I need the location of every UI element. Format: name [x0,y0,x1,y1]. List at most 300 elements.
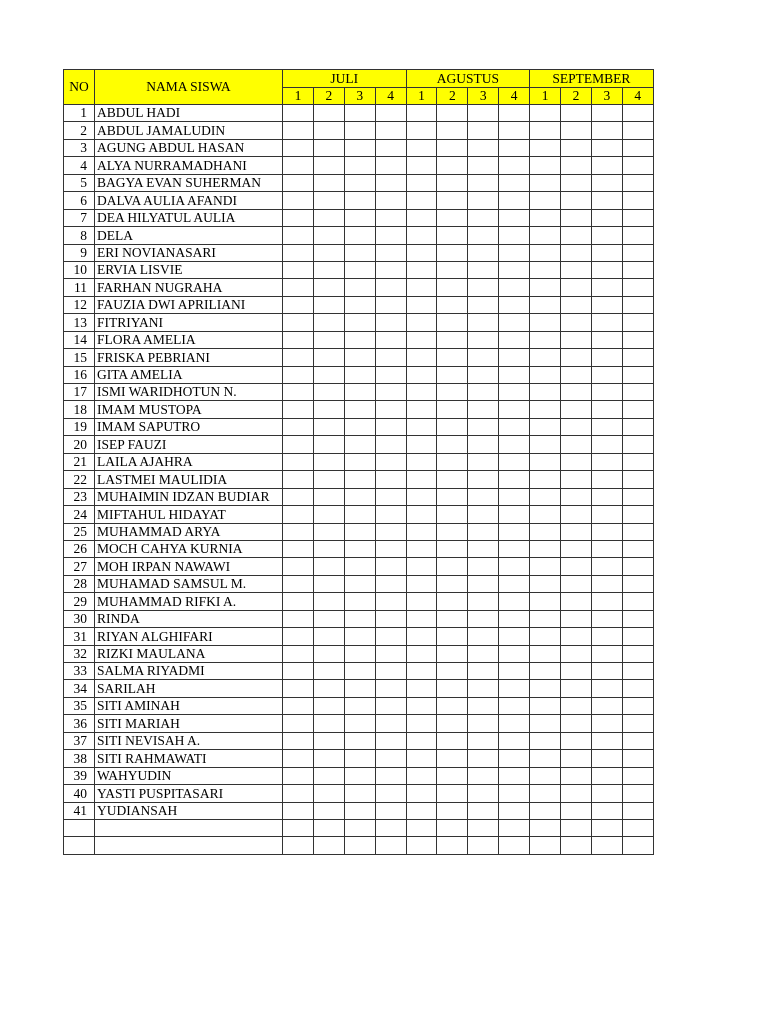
attendance-cell [561,785,592,802]
attendance-cell [468,732,499,749]
attendance-cell [561,401,592,418]
attendance-cell [313,366,344,383]
attendance-cell [375,523,406,540]
attendance-cell [468,523,499,540]
attendance-cell [499,628,530,645]
attendance-cell [283,610,314,627]
attendance-cell [530,384,561,401]
attendance-cell [622,558,653,575]
attendance-cell [591,593,622,610]
attendance-cell [406,244,437,261]
student-number: 39 [64,767,95,784]
attendance-cell [530,209,561,226]
attendance-cell [561,279,592,296]
attendance-cell [406,349,437,366]
attendance-cell [530,715,561,732]
attendance-cell [591,767,622,784]
attendance-cell [622,837,653,854]
attendance-cell [437,296,468,313]
attendance-cell [468,750,499,767]
table-row [64,192,654,209]
attendance-cell [344,122,375,139]
attendance-cell [499,105,530,122]
attendance-cell [468,157,499,174]
attendance-cell [375,261,406,278]
student-name: LAILA AJAHRA [95,453,283,470]
attendance-cell [313,645,344,662]
attendance-cell [591,314,622,331]
student-name: BAGYA EVAN SUHERMAN [95,174,283,191]
header-week: 4 [375,88,406,105]
attendance-cell [561,610,592,627]
attendance-cell [591,680,622,697]
attendance-cell [406,453,437,470]
attendance-cell [591,663,622,680]
table-row [64,436,654,453]
attendance-cell [561,174,592,191]
attendance-cell [375,227,406,244]
attendance-cell [437,575,468,592]
table-row [64,645,654,662]
attendance-cell [622,384,653,401]
attendance-cell [283,680,314,697]
attendance-cell [468,453,499,470]
attendance-cell [468,767,499,784]
attendance-cell [344,192,375,209]
attendance-cell [530,802,561,819]
attendance-cell [530,645,561,662]
table-row [64,384,654,401]
student-name: WAHYUDIN [95,767,283,784]
attendance-cell [499,366,530,383]
attendance-cell [406,209,437,226]
attendance-cell [561,192,592,209]
student-number: 27 [64,558,95,575]
student-number: 4 [64,157,95,174]
table-row [64,663,654,680]
student-name: MUHAIMIN IDZAN BUDIAR [95,488,283,505]
attendance-cell [561,506,592,523]
attendance-cell [591,122,622,139]
attendance-cell [591,401,622,418]
attendance-cell [530,261,561,278]
attendance-cell [622,663,653,680]
attendance-cell [406,785,437,802]
attendance-cell [591,366,622,383]
attendance-cell [313,139,344,156]
attendance-cell [437,192,468,209]
attendance-cell [561,105,592,122]
attendance-cell [499,680,530,697]
attendance-cell [530,663,561,680]
table-row [64,575,654,592]
attendance-cell [344,174,375,191]
student-name: MIFTAHUL HIDAYAT [95,506,283,523]
attendance-cell [406,558,437,575]
attendance-cell [344,558,375,575]
attendance-cell [437,401,468,418]
attendance-cell [313,715,344,732]
student-number: 35 [64,697,95,714]
table-body [64,105,654,855]
student-name: ABDUL JAMALUDIN [95,122,283,139]
attendance-cell [437,645,468,662]
attendance-cell [313,697,344,714]
table-row [64,331,654,348]
attendance-cell [313,436,344,453]
attendance-cell [499,558,530,575]
table-row [64,628,654,645]
attendance-cell [375,663,406,680]
header-no: NO [64,70,95,105]
header-week: 2 [561,88,592,105]
attendance-cell [561,418,592,435]
table-row [64,785,654,802]
attendance-cell [591,819,622,836]
table-row [64,418,654,435]
header-week: 3 [591,88,622,105]
table-row [64,244,654,261]
student-name: SITI NEVISAH A. [95,732,283,749]
attendance-cell [283,331,314,348]
attendance-cell [591,209,622,226]
attendance-cell [406,819,437,836]
attendance-cell [622,349,653,366]
attendance-cell [344,296,375,313]
attendance-cell [468,645,499,662]
attendance-cell [622,244,653,261]
attendance-cell [561,209,592,226]
attendance-cell [344,697,375,714]
attendance-cell [591,453,622,470]
attendance-cell [406,488,437,505]
student-number: 37 [64,732,95,749]
attendance-cell [283,732,314,749]
attendance-cell [499,819,530,836]
attendance-cell [499,331,530,348]
attendance-cell [344,105,375,122]
attendance-cell [530,192,561,209]
attendance-cell [283,244,314,261]
student-number: 38 [64,750,95,767]
student-number: 8 [64,227,95,244]
attendance-cell [468,418,499,435]
attendance-cell [499,139,530,156]
attendance-cell [591,732,622,749]
attendance-cell [499,244,530,261]
attendance-cell [406,715,437,732]
attendance-cell [468,122,499,139]
student-name: ABDUL HADI [95,105,283,122]
header-month-juli: JULI [283,70,407,88]
attendance-cell [561,261,592,278]
attendance-cell [622,436,653,453]
student-number: 3 [64,139,95,156]
student-name: RIYAN ALGHIFARI [95,628,283,645]
student-name: IMAM SAPUTRO [95,418,283,435]
attendance-cell [499,349,530,366]
attendance-cell [468,139,499,156]
student-name: MUHAMMAD ARYA [95,523,283,540]
attendance-cell [530,314,561,331]
attendance-cell [375,558,406,575]
attendance-cell [313,523,344,540]
attendance-cell [499,540,530,557]
attendance-cell [499,401,530,418]
attendance-cell [591,645,622,662]
attendance-cell [283,645,314,662]
attendance-cell [283,314,314,331]
attendance-cell [283,436,314,453]
attendance-cell [437,750,468,767]
attendance-cell [468,436,499,453]
table-row [64,523,654,540]
attendance-cell [283,366,314,383]
attendance-cell [406,436,437,453]
attendance-cell [375,802,406,819]
attendance-cell [375,488,406,505]
attendance-cell [375,732,406,749]
attendance-cell [468,349,499,366]
attendance-cell [437,715,468,732]
student-name: IMAM MUSTOPA [95,401,283,418]
attendance-cell [561,750,592,767]
attendance-cell [375,697,406,714]
attendance-cell [406,610,437,627]
attendance-cell [561,645,592,662]
attendance-cell [344,593,375,610]
attendance-cell [283,540,314,557]
table-row [64,471,654,488]
attendance-cell [283,209,314,226]
attendance-cell [561,732,592,749]
attendance-cell [406,837,437,854]
attendance-cell [468,663,499,680]
attendance-cell [499,296,530,313]
attendance-cell [406,680,437,697]
attendance-cell [561,314,592,331]
student-number: 19 [64,418,95,435]
attendance-cell [437,837,468,854]
table-row [64,802,654,819]
attendance-cell [344,540,375,557]
attendance-cell [468,366,499,383]
attendance-cell [530,767,561,784]
attendance-cell [283,174,314,191]
student-name: DELA [95,227,283,244]
student-name: AGUNG ABDUL HASAN [95,139,283,156]
attendance-cell [622,523,653,540]
attendance-cell [406,314,437,331]
student-name: FAUZIA DWI APRILIANI [95,296,283,313]
student-number: 2 [64,122,95,139]
attendance-cell [561,384,592,401]
attendance-cell [437,663,468,680]
student-number: 7 [64,209,95,226]
attendance-cell [283,663,314,680]
attendance-cell [283,453,314,470]
attendance-cell [591,105,622,122]
student-number: 11 [64,279,95,296]
attendance-cell [468,174,499,191]
attendance-cell [591,837,622,854]
attendance-cell [468,261,499,278]
attendance-cell [622,139,653,156]
attendance-cell [499,610,530,627]
attendance-cell [499,732,530,749]
student-name: ERVIA LISVIE [95,261,283,278]
attendance-cell [406,192,437,209]
attendance-cell [622,750,653,767]
attendance-cell [499,174,530,191]
table-header [64,70,654,105]
attendance-cell [344,227,375,244]
attendance-cell [313,157,344,174]
attendance-cell [283,488,314,505]
attendance-cell [313,174,344,191]
student-number: 29 [64,593,95,610]
attendance-cell [313,418,344,435]
attendance-cell [468,628,499,645]
table-row [64,680,654,697]
student-number: 40 [64,785,95,802]
attendance-cell [375,750,406,767]
attendance-cell [468,802,499,819]
attendance-cell [622,575,653,592]
attendance-cell [375,785,406,802]
attendance-cell [499,697,530,714]
attendance-cell [313,401,344,418]
attendance-cell [313,122,344,139]
attendance-cell [344,453,375,470]
attendance-cell [561,593,592,610]
attendance-table [63,69,654,855]
attendance-cell [313,261,344,278]
table-row [64,819,654,836]
attendance-cell [499,157,530,174]
attendance-cell [437,436,468,453]
attendance-cell [313,680,344,697]
header-week: 1 [406,88,437,105]
attendance-cell [530,139,561,156]
student-number: 10 [64,261,95,278]
attendance-cell [375,296,406,313]
table-row [64,139,654,156]
attendance-cell [313,349,344,366]
attendance-cell [468,819,499,836]
attendance-cell [437,227,468,244]
header-month-september: SEPTEMBER [530,70,654,88]
attendance-cell [375,279,406,296]
attendance-cell [313,488,344,505]
attendance-cell [561,296,592,313]
attendance-cell [313,506,344,523]
student-number: 9 [64,244,95,261]
attendance-cell [313,802,344,819]
attendance-cell [375,209,406,226]
attendance-cell [591,157,622,174]
attendance-cell [499,453,530,470]
attendance-cell [499,227,530,244]
attendance-cell [622,732,653,749]
attendance-cell [437,279,468,296]
attendance-cell [622,261,653,278]
table-row [64,540,654,557]
attendance-cell [375,122,406,139]
table-row [64,767,654,784]
attendance-cell [530,575,561,592]
attendance-cell [375,819,406,836]
attendance-cell [499,384,530,401]
attendance-cell [406,750,437,767]
attendance-cell [499,750,530,767]
student-name: ALYA NURRAMADHANI [95,157,283,174]
attendance-cell [591,523,622,540]
attendance-cell [375,349,406,366]
header-week: 1 [530,88,561,105]
attendance-cell [406,471,437,488]
attendance-cell [375,506,406,523]
attendance-cell [561,366,592,383]
attendance-cell [561,244,592,261]
student-name: RINDA [95,610,283,627]
attendance-cell [344,610,375,627]
attendance-cell [406,122,437,139]
table-row [64,366,654,383]
attendance-cell [437,628,468,645]
student-name: YASTI PUSPITASARI [95,785,283,802]
attendance-cell [406,540,437,557]
header-week: 3 [468,88,499,105]
attendance-cell [622,785,653,802]
attendance-cell [344,349,375,366]
table-row [64,174,654,191]
attendance-cell [344,471,375,488]
student-name: SALMA RIYADMI [95,663,283,680]
attendance-cell [530,750,561,767]
attendance-cell [622,802,653,819]
attendance-cell [622,540,653,557]
attendance-cell [313,663,344,680]
attendance-cell [591,244,622,261]
attendance-cell [468,331,499,348]
attendance-cell [561,663,592,680]
attendance-cell [283,802,314,819]
student-name: ERI NOVIANASARI [95,244,283,261]
attendance-cell [622,418,653,435]
attendance-cell [344,488,375,505]
attendance-cell [283,139,314,156]
attendance-cell [283,750,314,767]
attendance-cell [344,715,375,732]
attendance-cell [499,122,530,139]
student-number: 16 [64,366,95,383]
attendance-cell [344,401,375,418]
attendance-cell [344,314,375,331]
attendance-cell [375,540,406,557]
attendance-cell [530,819,561,836]
attendance-cell [375,436,406,453]
attendance-cell [344,680,375,697]
attendance-cell [530,366,561,383]
attendance-cell [622,471,653,488]
attendance-cell [499,488,530,505]
attendance-cell [406,663,437,680]
attendance-cell [591,785,622,802]
attendance-cell [283,261,314,278]
attendance-cell [344,506,375,523]
attendance-cell [375,314,406,331]
